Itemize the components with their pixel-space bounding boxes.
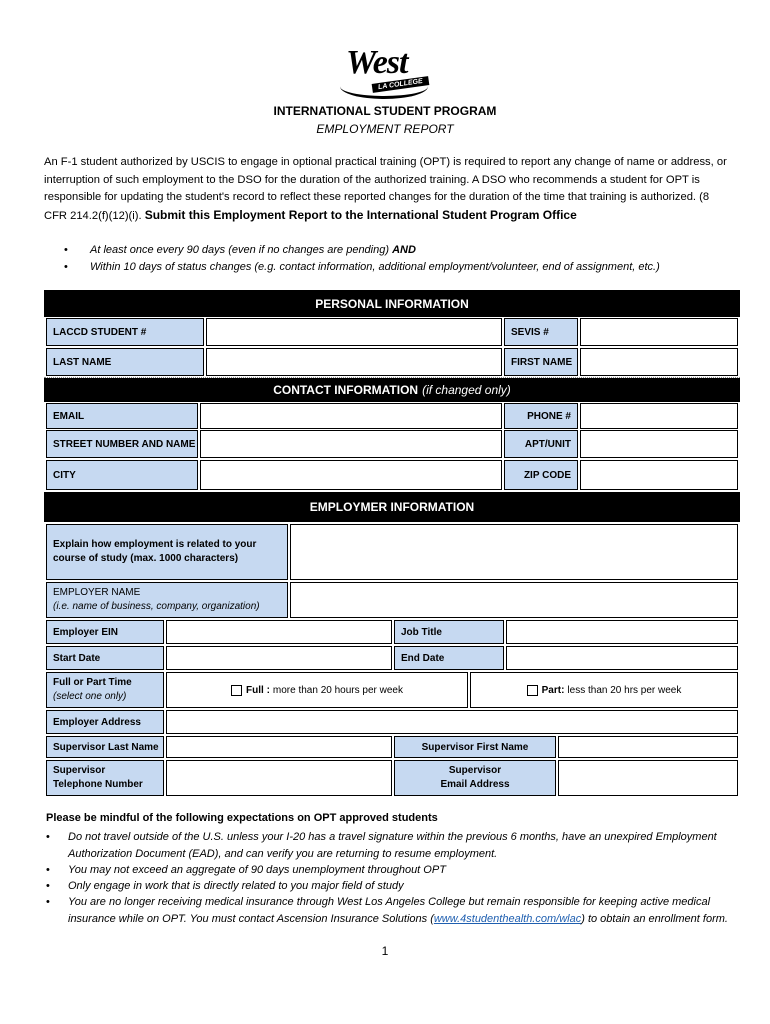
supervisor-email-label: Supervisor Email Address	[394, 760, 556, 796]
logo-word: West	[346, 44, 408, 81]
intro-paragraph	[44, 154, 734, 225]
phone-label: PHONE #	[504, 403, 578, 429]
employer-name-label: EMPLOYER NAME (i.e. name of business, company, organization)	[46, 582, 288, 618]
full-time-checkbox[interactable]	[231, 685, 242, 696]
part-time-checkbox[interactable]	[527, 685, 538, 696]
part-time-option[interactable]: Part: less than 20 hrs per week	[470, 672, 738, 708]
section-header-contact: CONTACT INFORMATION (if changed only)	[44, 378, 740, 402]
email-label: EMAIL	[46, 403, 198, 429]
bullet-bold: AND	[392, 244, 416, 256]
sevis-label: SEVIS #	[504, 318, 578, 346]
intro-bold: Submit this Employment Report to the International Student Program Office	[144, 207, 577, 222]
expectation-item: • You may not exceed an aggregate of 90 days unemployment throughout OPT	[46, 864, 446, 876]
phone-field[interactable]	[580, 403, 738, 429]
employment-relation-label: Explain how employment is related to your course of study (max. 1000 characters)	[46, 524, 288, 580]
street-field[interactable]	[200, 430, 502, 458]
supervisor-last-name-label: Supervisor Last Name	[46, 736, 164, 758]
full-part-label: Full or Part Time (select one only)	[46, 672, 164, 708]
employer-address-field[interactable]	[166, 710, 738, 734]
student-number-field[interactable]	[206, 318, 502, 346]
contact-note: (if changed only)	[422, 383, 511, 397]
logo-tag: LA COLLEGE	[372, 76, 430, 93]
email-field[interactable]	[200, 403, 502, 429]
section-header-personal: PERSONAL INFORMATION	[44, 290, 740, 317]
student-number-label: LACCD STUDENT #	[46, 318, 204, 346]
last-name-field[interactable]	[206, 348, 502, 376]
section-header-employer: EMPLOYMER INFORMATION	[44, 492, 740, 522]
expectation-item: • Only engage in work that is directly related to you major field of study	[46, 880, 404, 892]
page-title: INTERNATIONAL STUDENT PROGRAM	[273, 104, 497, 118]
apt-field[interactable]	[580, 430, 738, 458]
employer-ein-label: Employer EIN	[46, 620, 164, 644]
start-date-label: Start Date	[46, 646, 164, 670]
job-title-label: Job Title	[394, 620, 504, 644]
employer-address-label: Employer Address	[46, 710, 164, 734]
west-la-college-logo	[340, 44, 430, 94]
supervisor-last-name-field[interactable]	[166, 736, 392, 758]
last-name-label: LAST NAME	[46, 348, 204, 376]
supervisor-first-name-field[interactable]	[558, 736, 738, 758]
employment-relation-field[interactable]	[290, 524, 738, 580]
expectation-item: • Do not travel outside of the U.S. unless your I-20 has a travel signature within the previous 6 months, have an unexpired Employment Authorization Document (EAD), and can verify you are returning to resume employment.	[46, 831, 717, 860]
apt-label: APT/UNIT	[504, 430, 578, 458]
start-date-field[interactable]	[166, 646, 392, 670]
supervisor-phone-field[interactable]	[166, 760, 392, 796]
zip-field[interactable]	[580, 460, 738, 490]
employer-ein-field[interactable]	[166, 620, 392, 644]
intro-text: An F-1 student authorized by USCIS to engage in optional practical training (OPT) is required to report any change of name or address, or interruption of such employment to the DSO for the duration of the authorized training. A DSO who recommends a student for OPT is responsible for updating the student's record to reflect these reported changes for the duration of the time that training is authorized. (8 CFR 214.2(f)(12)(i).	[44, 156, 727, 222]
bullet-text: At least once every 90 days (even if no changes are pending)	[90, 244, 390, 256]
expectation-item: • You are no longer receiving medical insurance through West Los Angeles College but remain responsible for keeping active medical insurance while on OPT. You must contact Ascension Insurance Solutions (www.4studenthealth.com/wlac) to obtain an enrollment form.	[46, 896, 728, 925]
full-time-option[interactable]: Full : more than 20 hours per week	[166, 672, 468, 708]
sevis-field[interactable]	[580, 318, 738, 346]
first-name-field[interactable]	[580, 348, 738, 376]
employer-name-field[interactable]	[290, 582, 738, 618]
street-label: STREET NUMBER AND NAME	[46, 430, 198, 458]
supervisor-first-name-label: Supervisor First Name	[394, 736, 556, 758]
supervisor-phone-label: Supervisor Telephone Number	[46, 760, 164, 796]
page-subtitle: EMPLOYMENT REPORT	[316, 122, 454, 136]
bullet-text: Within 10 days of status changes (e.g. contact information, additional employment/volunteer, end of assignment, etc.)	[90, 261, 660, 273]
first-name-label: FIRST NAME	[504, 348, 578, 376]
expectations-heading: Please be mindful of the following expectations on OPT approved students	[46, 812, 438, 824]
job-title-field[interactable]	[506, 620, 738, 644]
end-date-field[interactable]	[506, 646, 738, 670]
page-number: 1	[381, 944, 389, 958]
zip-label: ZIP CODE	[504, 460, 578, 490]
insurance-link[interactable]: www.4studenthealth.com/wlac	[433, 912, 582, 925]
supervisor-email-field[interactable]	[558, 760, 738, 796]
end-date-label: End Date	[394, 646, 504, 670]
city-field[interactable]	[200, 460, 502, 490]
city-label: CITY	[46, 460, 198, 490]
